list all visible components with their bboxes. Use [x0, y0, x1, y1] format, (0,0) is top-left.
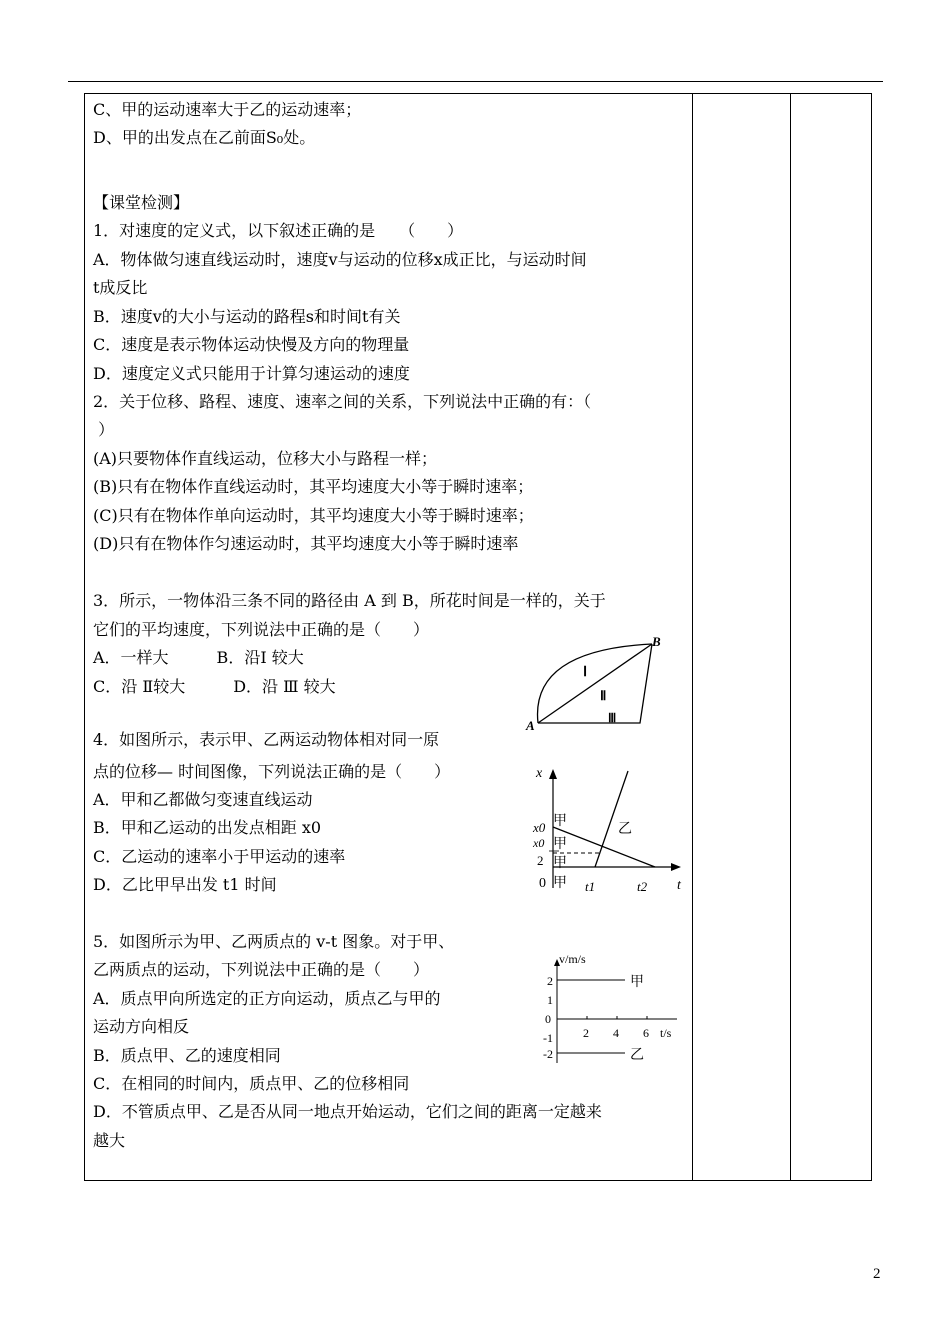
path-2-label: Ⅱ [600, 688, 607, 703]
x-axis-label: x [536, 766, 543, 781]
question-2: 2．关于位移、路程、速度、速率之间的关系，下列说法中正确的有：（ [93, 392, 592, 411]
question-3-cont: 它们的平均速度，下列说法中正确的是（ ） [93, 620, 430, 639]
column-divider-2 [790, 93, 791, 1181]
question-3: 3．所示，一物体沿三条不同的路径由 A 到 B，所花时间是一样的，关于 [93, 591, 606, 610]
option-1a-cont: t成反比 [93, 278, 148, 297]
half-x0-den: 2 [537, 853, 544, 868]
option-1b: B．速度v的大小与运动的路程s和时间t有关 [93, 307, 401, 326]
jia-label-3: 甲 [553, 856, 567, 871]
question-2-cont: ） [93, 420, 115, 439]
origin-label: 0 [539, 876, 546, 891]
ytick-2: 2 [547, 974, 553, 988]
option-5a-cont: 运动方向相反 [93, 1017, 190, 1036]
option-2b: (B)只有在物体作直线运动时，其平均速度大小等于瞬时速率； [93, 477, 534, 496]
xtick-4: 4 [613, 1026, 619, 1040]
yi-label: 乙 [618, 822, 632, 837]
option-5d: D．不管质点甲、乙是否从同一地点开始运动，它们之间的距离一定越来 [93, 1102, 602, 1121]
option-3ab: A．一样大 B．沿Ⅰ 较大 [93, 648, 304, 667]
ytick-neg1: -1 [543, 1031, 553, 1045]
option-2a: (A)只要物体作直线运动，位移大小与路程一样； [93, 449, 438, 468]
figure-xt-graph [525, 765, 695, 905]
xtick-2: 2 [583, 1026, 589, 1040]
question-5: 5．如图所示为甲、乙两质点的 v-t 图象。对于甲、 [93, 932, 455, 951]
option-1a: A．物体做匀速直线运动时，速度v与运动的位移x成正比，与运动时间 [93, 250, 587, 269]
t-axis-arrow [671, 863, 681, 871]
section-title: 【课堂检测】 [93, 193, 190, 212]
yi-label: 乙 [630, 1048, 644, 1063]
option-4b: B．甲和乙运动的出发点相距 x0 [93, 818, 322, 837]
jia-label-4: 甲 [553, 876, 567, 891]
jia-label: 甲 [630, 975, 644, 990]
figure-paths-a-to-b [520, 630, 670, 740]
point-a-label: A [526, 718, 535, 733]
option-2d: (D)只有在物体作匀速运动时，其平均速度大小等于瞬时速率 [93, 534, 519, 553]
question-4: 4．如图所示，表示甲、乙两运动物体相对同一原 [93, 730, 440, 749]
question-1: 1．对速度的定义式，以下叙述正确的是 （ ） [93, 221, 464, 240]
jia-label-1: 甲 [553, 814, 567, 829]
option-1c: C．速度是表示物体运动快慢及方向的物理量 [93, 335, 410, 354]
v-axis-label: v/m/s [559, 952, 586, 966]
text-line: C、甲的运动速率大于乙的运动速率； [93, 100, 362, 119]
t-axis-label: t [677, 878, 681, 893]
ytick-1: 1 [547, 993, 553, 1007]
figure-vt-graph [535, 950, 685, 1075]
jia-label-2: 甲 [553, 837, 567, 852]
line-yi [595, 771, 628, 867]
x-axis-arrow [549, 769, 557, 779]
option-3cd: C．沿 Ⅱ较大 D．沿 Ⅲ 较大 [93, 677, 336, 696]
line-jia [553, 827, 655, 867]
t1-label: t1 [585, 879, 596, 894]
ytick-0: 0 [545, 1012, 551, 1026]
option-5d-cont: 越大 [93, 1131, 126, 1150]
question-4-cont: 点的位移— 时间图像，下列说法正确的是（ ） [93, 762, 451, 781]
x0-label: x0 [533, 820, 546, 835]
path-3-label: Ⅲ [608, 711, 617, 725]
option-1d: D．速度定义式只能用于计算匀速运动的速度 [93, 364, 410, 383]
option-5c: C．在相同的时间内，质点甲、乙的位移相同 [93, 1074, 410, 1093]
option-2c: (C)只有在物体作单向运动时，其平均速度大小等于瞬时速率； [93, 506, 534, 525]
option-4a: A．甲和乙都做匀变速直线运动 [93, 790, 313, 809]
text-line: D、甲的出发点在乙前面S₀处。 [93, 128, 316, 147]
t-axis-label: t/s [660, 1026, 672, 1040]
page-number: 2 [873, 1266, 881, 1282]
point-b-label: B [652, 634, 661, 649]
header-rule [68, 81, 883, 82]
column-divider-1 [692, 93, 693, 1181]
option-5a: A．质点甲向所选定的正方向运动，质点乙与甲的 [93, 989, 441, 1008]
t2-label: t2 [637, 879, 648, 894]
question-5-cont: 乙两质点的运动，下列说法中正确的是（ ） [93, 960, 430, 979]
ytick-neg2: -2 [543, 1047, 553, 1061]
xtick-6: 6 [643, 1026, 649, 1040]
half-x0-num: x0 [533, 836, 545, 850]
path-1-label: Ⅰ [583, 665, 588, 680]
path-2-straight [538, 644, 652, 723]
option-5b: B．质点甲、乙的速度相同 [93, 1046, 281, 1065]
option-4c: C．乙运动的速率小于甲运动的速率 [93, 847, 346, 866]
option-4d: D．乙比甲早出发 t1 时间 [93, 875, 277, 894]
